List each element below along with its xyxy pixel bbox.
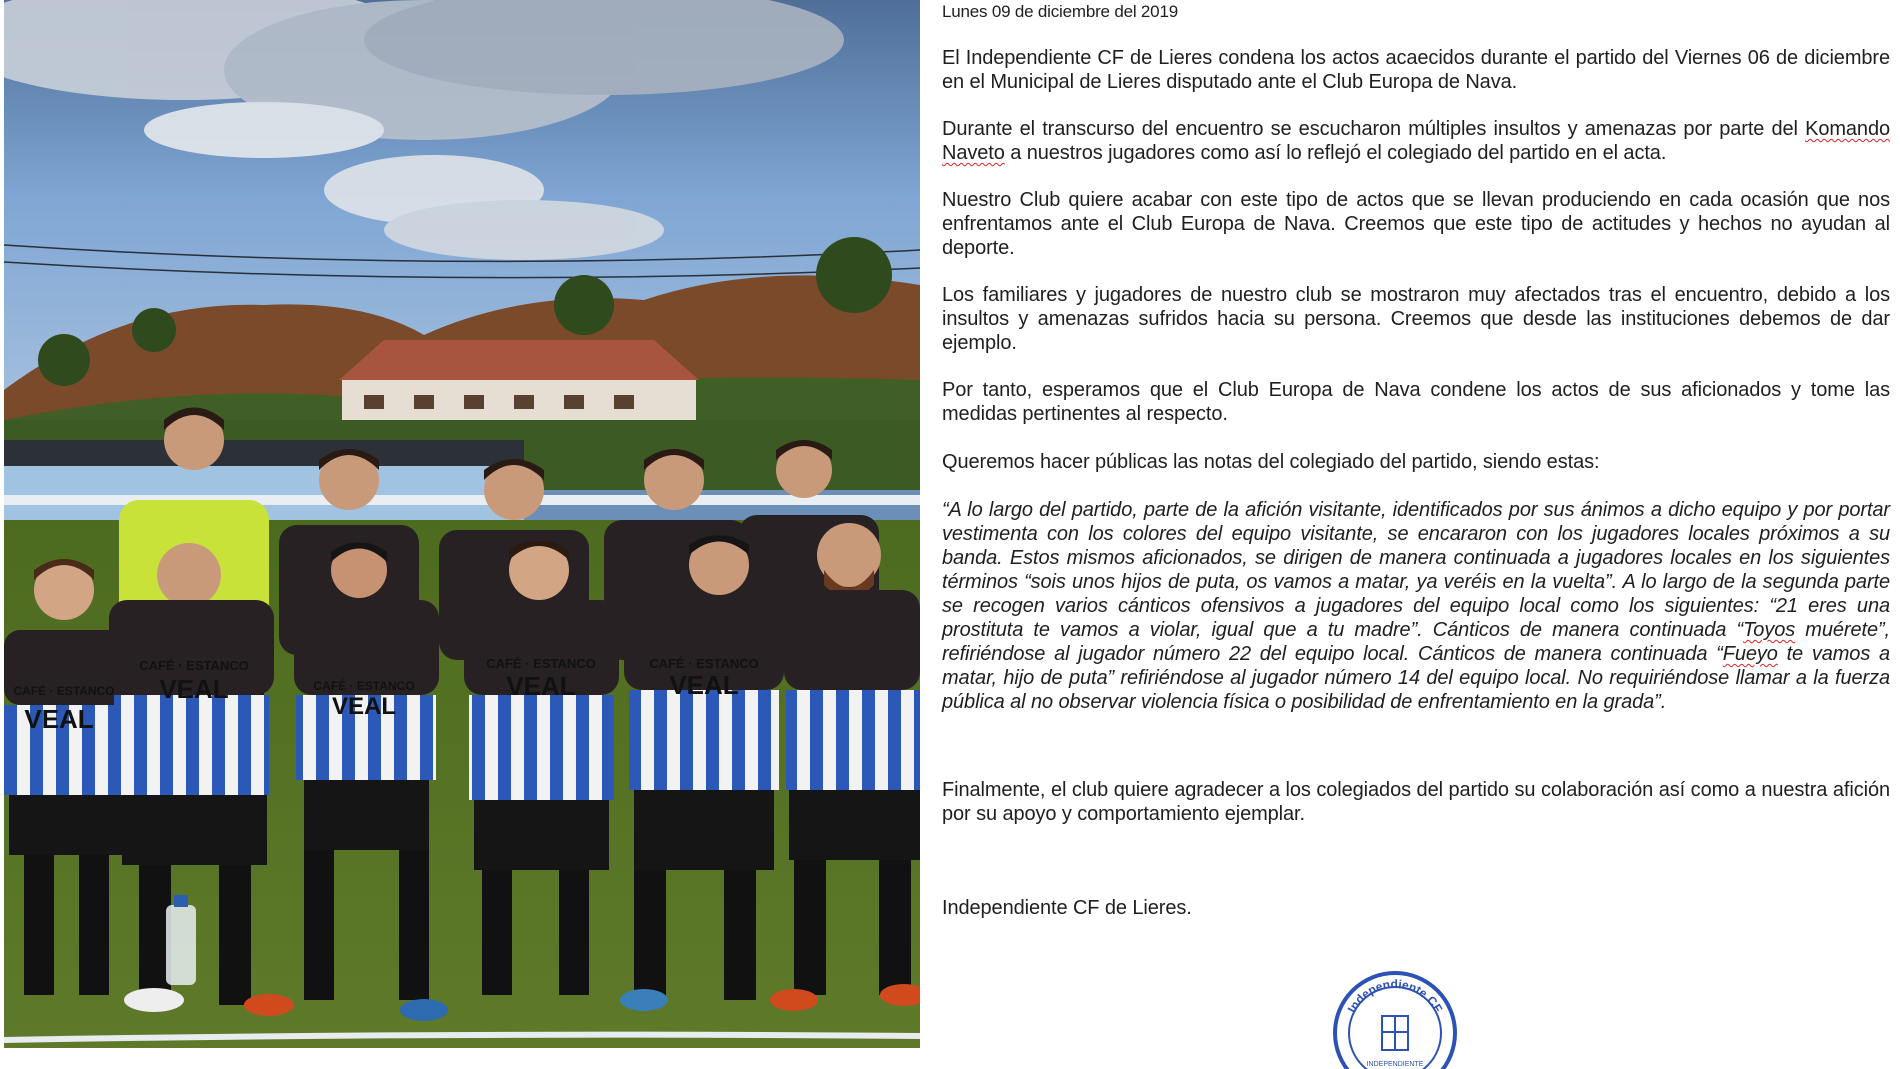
referee-notes-part-b: muérete”, refiriéndose al jugador número 22 del equipo local. Cánticos de manera continuada “ bbox=[942, 619, 1890, 665]
paragraph-insults bbox=[942, 117, 1890, 165]
spellcheck-marked-name-2: Fueyo bbox=[1722, 643, 1778, 665]
letter-date: Lunes 09 de diciembre del 2019 bbox=[942, 2, 1178, 21]
sponsor-line2-b: VEAL bbox=[331, 693, 397, 720]
paragraph-request: Por tanto, esperamos que el Club Europa de Nava condene los actos de sus aficionados y tome las medidas pertinentes al respecto. bbox=[942, 379, 1890, 425]
team-photo-illustration bbox=[4, 0, 920, 1069]
paragraph-condemnation: El Independiente CF de Lieres condena los actos acaecidos durante el partido del Viernes 06 de diciembre en el Municipal de Lieres disputado ante el Club Europa de Nava. bbox=[942, 47, 1890, 93]
paragraph-club-wish: Nuestro Club quiere acabar con este tipo de actos que se llevan produciendo en cada ocasión que nos enfrentamos ante el Club Europa de Nava. Creemos que este tipo de actitudes y hechos no ayudan al deporte. bbox=[942, 189, 1890, 259]
statement-letter bbox=[942, 0, 1894, 1069]
paragraph-thanks: Finalmente, el club quiere agradecer a los colegiados del partido su colaboración así como a nuestra afición por su apoyo y comportamiento ejemplar. bbox=[942, 779, 1890, 825]
paragraph-families: Los familiares y jugadores de nuestro club se mostraron muy afectados tras el encuentro, debido a los insultos y amenazas sufridos hacia su persona. Creemos que desde las instituciones debemos de dar ejemplo. bbox=[942, 284, 1890, 354]
photo-bottom-border bbox=[4, 1048, 920, 1069]
sponsor-line2-e: VEAL bbox=[24, 704, 94, 734]
seal-arc-textpath: Independiente CF bbox=[1344, 976, 1446, 1015]
referee-notes-part-a: “A lo largo del partido, parte de la afición visitante, identificados por sus ánimos a dicho equipo y por portar vestimenta con los colores del equipo visitante, se encararon con los jugadores locales próximos a su banda. Estos mismos aficionados, se dirigen de manera continuada a jugadores locales en los siguientes términos “sois unos hijos de puta, os vamos a matar, ya veréis en la vuelta”. A lo largo de la segunda parte se recogen varios cánticos ofensivos a jugadores del equipo local como los siguientes: “21 eres una prostituta te vamos a violar, igual que a tu madre”. Cánticos de manera continuada “ bbox=[942, 499, 1890, 641]
sponsor-line2-a: VEAL bbox=[159, 674, 229, 704]
spellcheck-marked-name-1: Toyos bbox=[1743, 619, 1796, 641]
seal-inner-text: INDEPENDIENTE bbox=[1366, 1061, 1424, 1068]
sponsor-line1-d: CAFÉ · ESTANCO bbox=[649, 656, 759, 671]
letter-signature: Independiente CF de Lieres. bbox=[942, 897, 1192, 919]
sponsor-line2-c: VEAL bbox=[506, 671, 576, 701]
sponsor-line1-b: CAFÉ · ESTANCO bbox=[313, 679, 415, 693]
water-bottle bbox=[166, 895, 196, 985]
paragraph-referee-intro: Queremos hacer públicas las notas del colegiado del partido, siendo estas: bbox=[942, 451, 1600, 473]
referee-notes-part-c: te vamos a matar, hijo de puta” refiriéndose al jugador número 14 del equipo local. No requiriéndose llamar a la fuerza pública al no observar violencia física o posibilidad de enfrentamiento en la grada”. bbox=[942, 643, 1891, 713]
spellcheck-marked-text: Komando Naveto bbox=[942, 118, 1890, 164]
club-seal bbox=[1330, 968, 1460, 1069]
sponsor-line1-e: CAFÉ · ESTANCO bbox=[13, 684, 115, 698]
sponsor-line1-c: CAFÉ · ESTANCO bbox=[486, 656, 596, 671]
paragraph-insults-end: a nuestros jugadores como así lo reflejó el colegiado del partido en el acta. bbox=[1004, 142, 1667, 164]
sponsor-line2-d: VEAL bbox=[669, 670, 739, 700]
stand-roof bbox=[4, 440, 524, 466]
paragraph-insults-start: Durante el transcurso del encuentro se escucharon múltiples insultos y amenazas por parte del bbox=[942, 118, 1806, 140]
sponsor-line1-a: CAFÉ · ESTANCO bbox=[139, 658, 249, 673]
team-photo bbox=[4, 0, 920, 1069]
paragraph-referee-notes bbox=[942, 498, 1890, 714]
